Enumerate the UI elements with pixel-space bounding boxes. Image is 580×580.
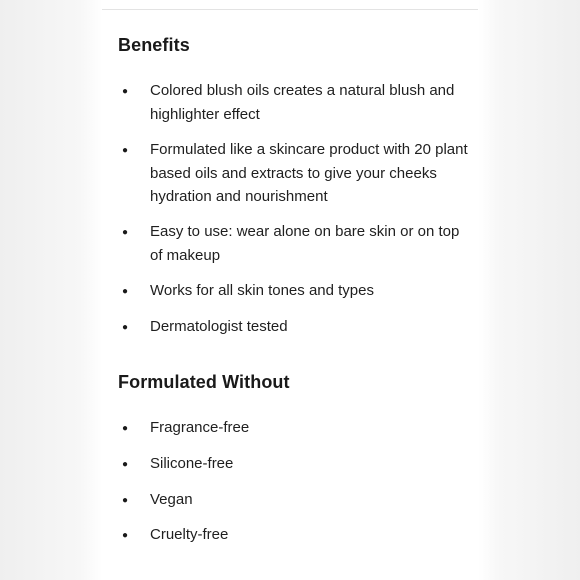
formulated-without-text: Silicone-free	[150, 455, 234, 472]
formulated-without-text: Vegan	[150, 491, 193, 508]
bullet-icon	[122, 315, 150, 340]
benefits-heading: Benefits	[118, 35, 190, 55]
top-divider	[102, 9, 478, 10]
benefit-text: Dermatologist tested	[150, 318, 288, 335]
benefit-item	[122, 315, 468, 340]
benefit-item	[122, 279, 468, 304]
formulated-without-text: Cruelty-free	[150, 526, 229, 543]
formulated-without-heading: Formulated Without	[118, 372, 290, 392]
formulated-without-text: Fragrance-free	[150, 419, 250, 436]
bullet-icon	[122, 523, 150, 548]
benefit-item	[122, 79, 468, 126]
benefit-text: Works for all skin tones and types	[150, 282, 374, 299]
formulated-without-item	[122, 523, 468, 548]
formulated-without-item	[122, 416, 468, 441]
bullet-icon	[122, 416, 150, 441]
bullet-icon	[122, 279, 150, 304]
formulated-without-item	[122, 452, 468, 477]
benefit-item	[122, 138, 468, 209]
bullet-icon	[122, 79, 150, 104]
benefit-text: Colored blush oils creates a natural blush and highlighter effect	[150, 82, 455, 123]
bullet-icon	[122, 220, 150, 245]
formulated-without-item	[122, 488, 468, 513]
benefit-text: Formulated like a skincare product with 20 plant based oils and extracts to give your cheeks hydration and nourishment	[150, 141, 468, 205]
benefit-item	[122, 220, 468, 267]
bullet-icon	[122, 138, 150, 163]
bullet-icon	[122, 452, 150, 477]
bullet-icon	[122, 488, 150, 513]
benefit-text: Easy to use: wear alone on bare skin or on top of makeup	[150, 223, 460, 264]
